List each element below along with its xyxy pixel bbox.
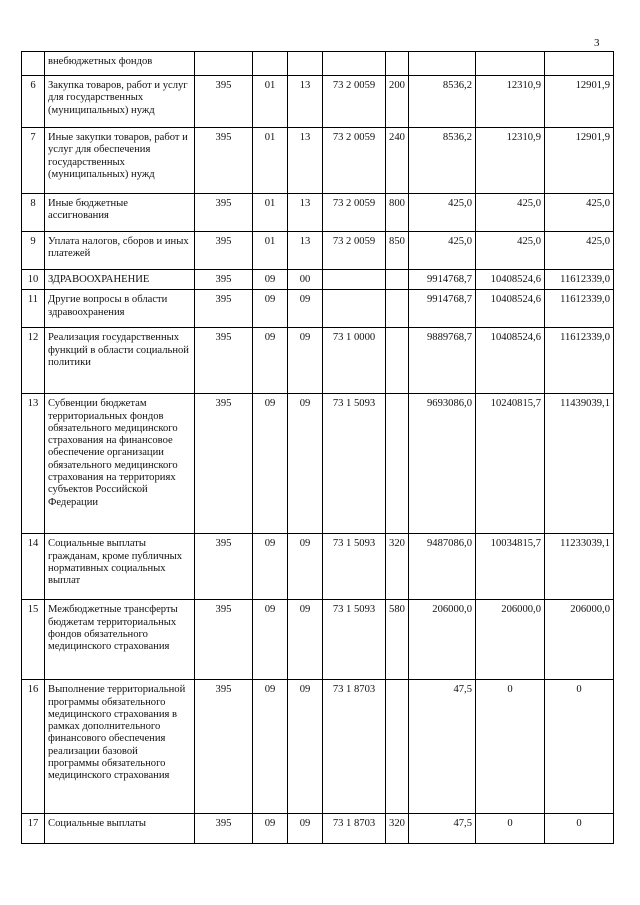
expense-type-code-cell	[386, 328, 409, 394]
amount-year3-cell: 11612339,0	[545, 290, 614, 328]
table-row	[22, 814, 614, 844]
amount-year3-cell: 206000,0	[545, 600, 614, 680]
subsection-code-cell: 00	[288, 270, 323, 290]
item-name-cell: Социальные выплаты гражданам, кроме публичных нормативных социальных выплат	[45, 534, 195, 600]
table-row	[22, 52, 614, 76]
item-name-cell: Субвенции бюджетам территориальных фондов обязательного медицинского страхования на финансовое обеспечение организации обязательного медицинского страхования на территориях субъектов Российской Федерации	[45, 394, 195, 534]
amount-year1-cell: 47,5	[409, 814, 476, 844]
amount-year1-cell: 425,0	[409, 232, 476, 270]
budget-table	[21, 51, 614, 844]
table-row	[22, 680, 614, 814]
amount-year3-cell	[545, 52, 614, 76]
department-code-cell: 395	[195, 600, 253, 680]
amount-year3-cell: 12901,9	[545, 76, 614, 128]
section-code-cell: 09	[253, 600, 288, 680]
table-row	[22, 128, 614, 194]
section-code-cell	[253, 52, 288, 76]
item-name-cell: Иные бюджетные ассигнования	[45, 194, 195, 232]
row-number-cell: 12	[22, 328, 45, 394]
amount-year2-cell: 0	[476, 814, 545, 844]
subsection-code-cell: 09	[288, 534, 323, 600]
amount-year2-cell: 425,0	[476, 194, 545, 232]
expense-type-code-cell: 850	[386, 232, 409, 270]
row-number-cell: 11	[22, 290, 45, 328]
table-row	[22, 328, 614, 394]
amount-year2-cell: 10034815,7	[476, 534, 545, 600]
target-article-code-cell: 73 2 0059	[323, 76, 386, 128]
amount-year2-cell: 10240815,7	[476, 394, 545, 534]
section-code-cell: 01	[253, 128, 288, 194]
section-code-cell: 09	[253, 680, 288, 814]
amount-year1-cell: 9914768,7	[409, 270, 476, 290]
row-number-cell: 15	[22, 600, 45, 680]
department-code-cell: 395	[195, 328, 253, 394]
expense-type-code-cell: 200	[386, 76, 409, 128]
amount-year1-cell: 9889768,7	[409, 328, 476, 394]
table-row	[22, 534, 614, 600]
target-article-code-cell: 73 1 5093	[323, 394, 386, 534]
table-row	[22, 600, 614, 680]
expense-type-code-cell: 580	[386, 600, 409, 680]
amount-year2-cell	[476, 52, 545, 76]
amount-year2-cell: 10408524,6	[476, 290, 545, 328]
table-row	[22, 194, 614, 232]
subsection-code-cell: 09	[288, 394, 323, 534]
expense-type-code-cell	[386, 270, 409, 290]
target-article-code-cell: 73 2 0059	[323, 194, 386, 232]
table-row	[22, 394, 614, 534]
section-code-cell: 09	[253, 328, 288, 394]
target-article-code-cell: 73 1 8703	[323, 680, 386, 814]
item-name-cell: Социальные выплаты	[45, 814, 195, 844]
amount-year3-cell: 11233039,1	[545, 534, 614, 600]
expense-type-code-cell: 320	[386, 814, 409, 844]
department-code-cell: 395	[195, 232, 253, 270]
table-row	[22, 270, 614, 290]
amount-year1-cell: 47,5	[409, 680, 476, 814]
department-code-cell: 395	[195, 194, 253, 232]
row-number-cell: 10	[22, 270, 45, 290]
expense-type-code-cell	[386, 394, 409, 534]
section-code-cell: 09	[253, 534, 288, 600]
target-article-code-cell	[323, 52, 386, 76]
amount-year3-cell: 425,0	[545, 194, 614, 232]
expense-type-code-cell	[386, 290, 409, 328]
amount-year3-cell: 12901,9	[545, 128, 614, 194]
expense-type-code-cell: 320	[386, 534, 409, 600]
page-number: 3	[594, 37, 600, 49]
expense-type-code-cell	[386, 680, 409, 814]
department-code-cell: 395	[195, 814, 253, 844]
amount-year1-cell: 425,0	[409, 194, 476, 232]
amount-year1-cell: 206000,0	[409, 600, 476, 680]
amount-year3-cell: 0	[545, 680, 614, 814]
amount-year2-cell: 10408524,6	[476, 328, 545, 394]
item-name-cell: Другие вопросы в области здравоохранения	[45, 290, 195, 328]
amount-year1-cell: 8536,2	[409, 76, 476, 128]
row-number-cell: 9	[22, 232, 45, 270]
item-name-cell: Закупка товаров, работ и услуг для государственных (муниципальных) нужд	[45, 76, 195, 128]
item-name-cell: Межбюджетные трансферты бюджетам территориальных фондов обязательного медицинского страхования	[45, 600, 195, 680]
amount-year1-cell: 9487086,0	[409, 534, 476, 600]
target-article-code-cell	[323, 270, 386, 290]
item-name-cell: ЗДРАВООХРАНЕНИЕ	[45, 270, 195, 290]
table-row	[22, 290, 614, 328]
target-article-code-cell: 73 2 0059	[323, 128, 386, 194]
target-article-code-cell: 73 1 8703	[323, 814, 386, 844]
row-number-cell: 14	[22, 534, 45, 600]
subsection-code-cell: 09	[288, 328, 323, 394]
subsection-code-cell: 13	[288, 232, 323, 270]
subsection-code-cell: 09	[288, 290, 323, 328]
row-number-cell	[22, 52, 45, 76]
item-name-cell: Иные закупки товаров, работ и услуг для обеспечения государственных (муниципальных) нужд	[45, 128, 195, 194]
table-body	[22, 52, 614, 844]
department-code-cell: 395	[195, 270, 253, 290]
amount-year3-cell: 11439039,1	[545, 394, 614, 534]
section-code-cell: 01	[253, 194, 288, 232]
row-number-cell: 17	[22, 814, 45, 844]
expense-type-code-cell: 800	[386, 194, 409, 232]
subsection-code-cell: 09	[288, 814, 323, 844]
item-name-cell: Реализация государственных функций в области социальной политики	[45, 328, 195, 394]
department-code-cell: 395	[195, 534, 253, 600]
amount-year3-cell: 425,0	[545, 232, 614, 270]
subsection-code-cell: 09	[288, 680, 323, 814]
expense-type-code-cell: 240	[386, 128, 409, 194]
row-number-cell: 8	[22, 194, 45, 232]
target-article-code-cell: 73 2 0059	[323, 232, 386, 270]
section-code-cell: 09	[253, 394, 288, 534]
row-number-cell: 13	[22, 394, 45, 534]
item-name-cell: Уплата налогов, сборов и иных платежей	[45, 232, 195, 270]
target-article-code-cell: 73 1 5093	[323, 534, 386, 600]
amount-year3-cell: 0	[545, 814, 614, 844]
subsection-code-cell: 13	[288, 76, 323, 128]
amount-year3-cell: 11612339,0	[545, 328, 614, 394]
amount-year1-cell: 9693086,0	[409, 394, 476, 534]
section-code-cell: 09	[253, 290, 288, 328]
item-name-cell: Выполнение территориальной программы обязательного медицинского страхования в рамках дополнительного финансового обеспечения реализации базовой программы обязательного медицинского страхования	[45, 680, 195, 814]
expense-type-code-cell	[386, 52, 409, 76]
subsection-code-cell	[288, 52, 323, 76]
target-article-code-cell: 73 1 5093	[323, 600, 386, 680]
table-row	[22, 232, 614, 270]
row-number-cell: 6	[22, 76, 45, 128]
amount-year2-cell: 12310,9	[476, 128, 545, 194]
department-code-cell	[195, 52, 253, 76]
department-code-cell: 395	[195, 128, 253, 194]
section-code-cell: 01	[253, 76, 288, 128]
amount-year1-cell: 9914768,7	[409, 290, 476, 328]
row-number-cell: 16	[22, 680, 45, 814]
amount-year2-cell: 425,0	[476, 232, 545, 270]
department-code-cell: 395	[195, 680, 253, 814]
department-code-cell: 395	[195, 76, 253, 128]
item-name-cell: внебюджетных фондов	[45, 52, 195, 76]
amount-year2-cell: 206000,0	[476, 600, 545, 680]
subsection-code-cell: 13	[288, 194, 323, 232]
target-article-code-cell: 73 1 0000	[323, 328, 386, 394]
section-code-cell: 01	[253, 232, 288, 270]
subsection-code-cell: 13	[288, 128, 323, 194]
amount-year1-cell: 8536,2	[409, 128, 476, 194]
target-article-code-cell	[323, 290, 386, 328]
amount-year2-cell: 10408524,6	[476, 270, 545, 290]
department-code-cell: 395	[195, 394, 253, 534]
amount-year1-cell	[409, 52, 476, 76]
section-code-cell: 09	[253, 814, 288, 844]
amount-year2-cell: 0	[476, 680, 545, 814]
section-code-cell: 09	[253, 270, 288, 290]
department-code-cell: 395	[195, 290, 253, 328]
amount-year3-cell: 11612339,0	[545, 270, 614, 290]
row-number-cell: 7	[22, 128, 45, 194]
amount-year2-cell: 12310,9	[476, 76, 545, 128]
subsection-code-cell: 09	[288, 600, 323, 680]
table-row	[22, 76, 614, 128]
